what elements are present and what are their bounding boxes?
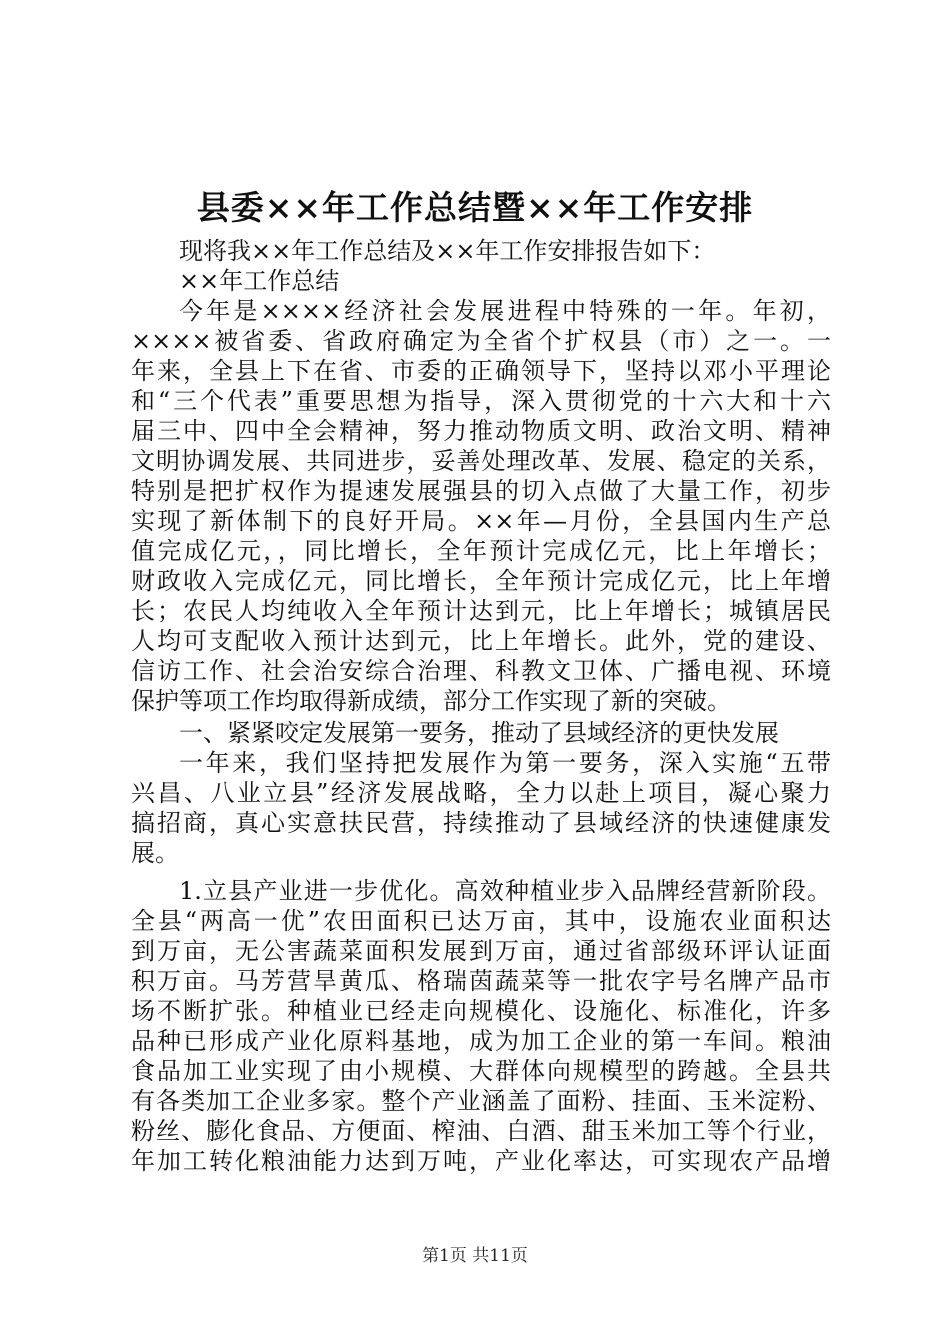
document-title: 县委××年工作总结暨××年工作安排 <box>196 188 754 227</box>
paragraph-2 <box>131 748 831 868</box>
text-line: 文明协调发展、共同进步，妥善处理改革、发展、稳定的关系， <box>131 447 831 475</box>
text-line: 保护等项工作均取得新成绩，部分工作实现了新的突破。 <box>131 687 731 715</box>
text-line: 特别是把扩权作为提速发展强县的切入点做了大量工作，初步 <box>131 477 831 505</box>
text-line: 展。 <box>131 839 179 867</box>
text-line: 年来，全县上下在省、市委的正确领导下，坚持以邓小平理论 <box>131 357 831 385</box>
section-heading: ××年工作总结 <box>179 267 340 295</box>
text-line: 全县“两高一优”农田面积已达万亩，其中，设施农业面积达 <box>131 907 831 935</box>
paragraph-1 <box>131 296 831 716</box>
text-line: 食品加工业实现了由小规模、大群体向规模型的跨越。全县共 <box>131 1057 831 1085</box>
text-line: 值完成亿元，，同比增长，全年预计完成亿元，比上年增长； <box>131 537 831 565</box>
page-footer: 第1页 共11页 <box>422 1246 528 1266</box>
text-line: 实现了新体制下的良好开局。××年—月份，全县国内生产总 <box>131 507 831 535</box>
text-line: 今年是××××经济社会发展进程中特殊的一年。年初， <box>179 297 831 325</box>
text-line: 品种已形成产业化原料基地，成为加工企业的第一车间。粮油 <box>131 1027 831 1055</box>
text-line: ××××被省委、省政府确定为全省个扩权县（市）之一。一 <box>131 327 831 355</box>
subheading-1: 一、紧紧咬定发展第一要务，推动了县域经济的更快发展 <box>179 719 779 747</box>
text-line: 积万亩。马芳营旱黄瓜、格瑞茵蔬菜等一批农字号名牌产品市 <box>131 967 831 995</box>
text-line: 和“三个代表”重要思想为指导，深入贯彻党的十六大和十六 <box>131 387 831 415</box>
text-line: 场不断扩张。种植业已经走向规模化、设施化、标准化，许多 <box>131 997 831 1025</box>
text-line: 年加工转化粮油能力达到万吨，产业化率达，可实现农产品增 <box>131 1147 831 1175</box>
text-line: 信访工作、社会治安综合治理、科教文卫体、广播电视、环境 <box>131 657 831 685</box>
paragraph-3 <box>131 876 831 1176</box>
text-line: 届三中、四中全会精神，努力推动物质文明、政治文明、精神 <box>131 417 831 445</box>
text-line: 财政收入完成亿元，同比增长，全年预计完成亿元，比上年增 <box>131 567 831 595</box>
text-line: 搞招商，真心实意扶民营，持续推动了县域经济的快速健康发 <box>131 809 831 837</box>
text-line: 长；农民人均纯收入全年预计达到元，比上年增长；城镇居民 <box>131 597 831 625</box>
text-line: 人均可支配收入预计达到元，比上年增长。此外，党的建设、 <box>131 627 831 655</box>
intro-line: 现将我××年工作总结及××年工作安排报告如下： <box>179 237 716 265</box>
text-line: 到万亩，无公害蔬菜面积发展到万亩，通过省部级环评认证面 <box>131 937 831 965</box>
text-line: 有各类加工企业多家。整个产业涵盖了面粉、挂面、玉米淀粉、 <box>131 1087 831 1115</box>
text-line: 兴昌、八业立县”经济发展战略，全力以赴上项目，凝心聚力 <box>131 779 831 807</box>
text-line: 粉丝、膨化食品、方便面、榨油、白酒、甜玉米加工等个行业， <box>131 1117 831 1145</box>
text-line: 1.立县产业进一步优化。高效种植业步入品牌经营新阶段。 <box>179 877 831 905</box>
document-body <box>131 236 831 1176</box>
text-line: 一年来，我们坚持把发展作为第一要务，深入实施“五带 <box>179 749 831 777</box>
